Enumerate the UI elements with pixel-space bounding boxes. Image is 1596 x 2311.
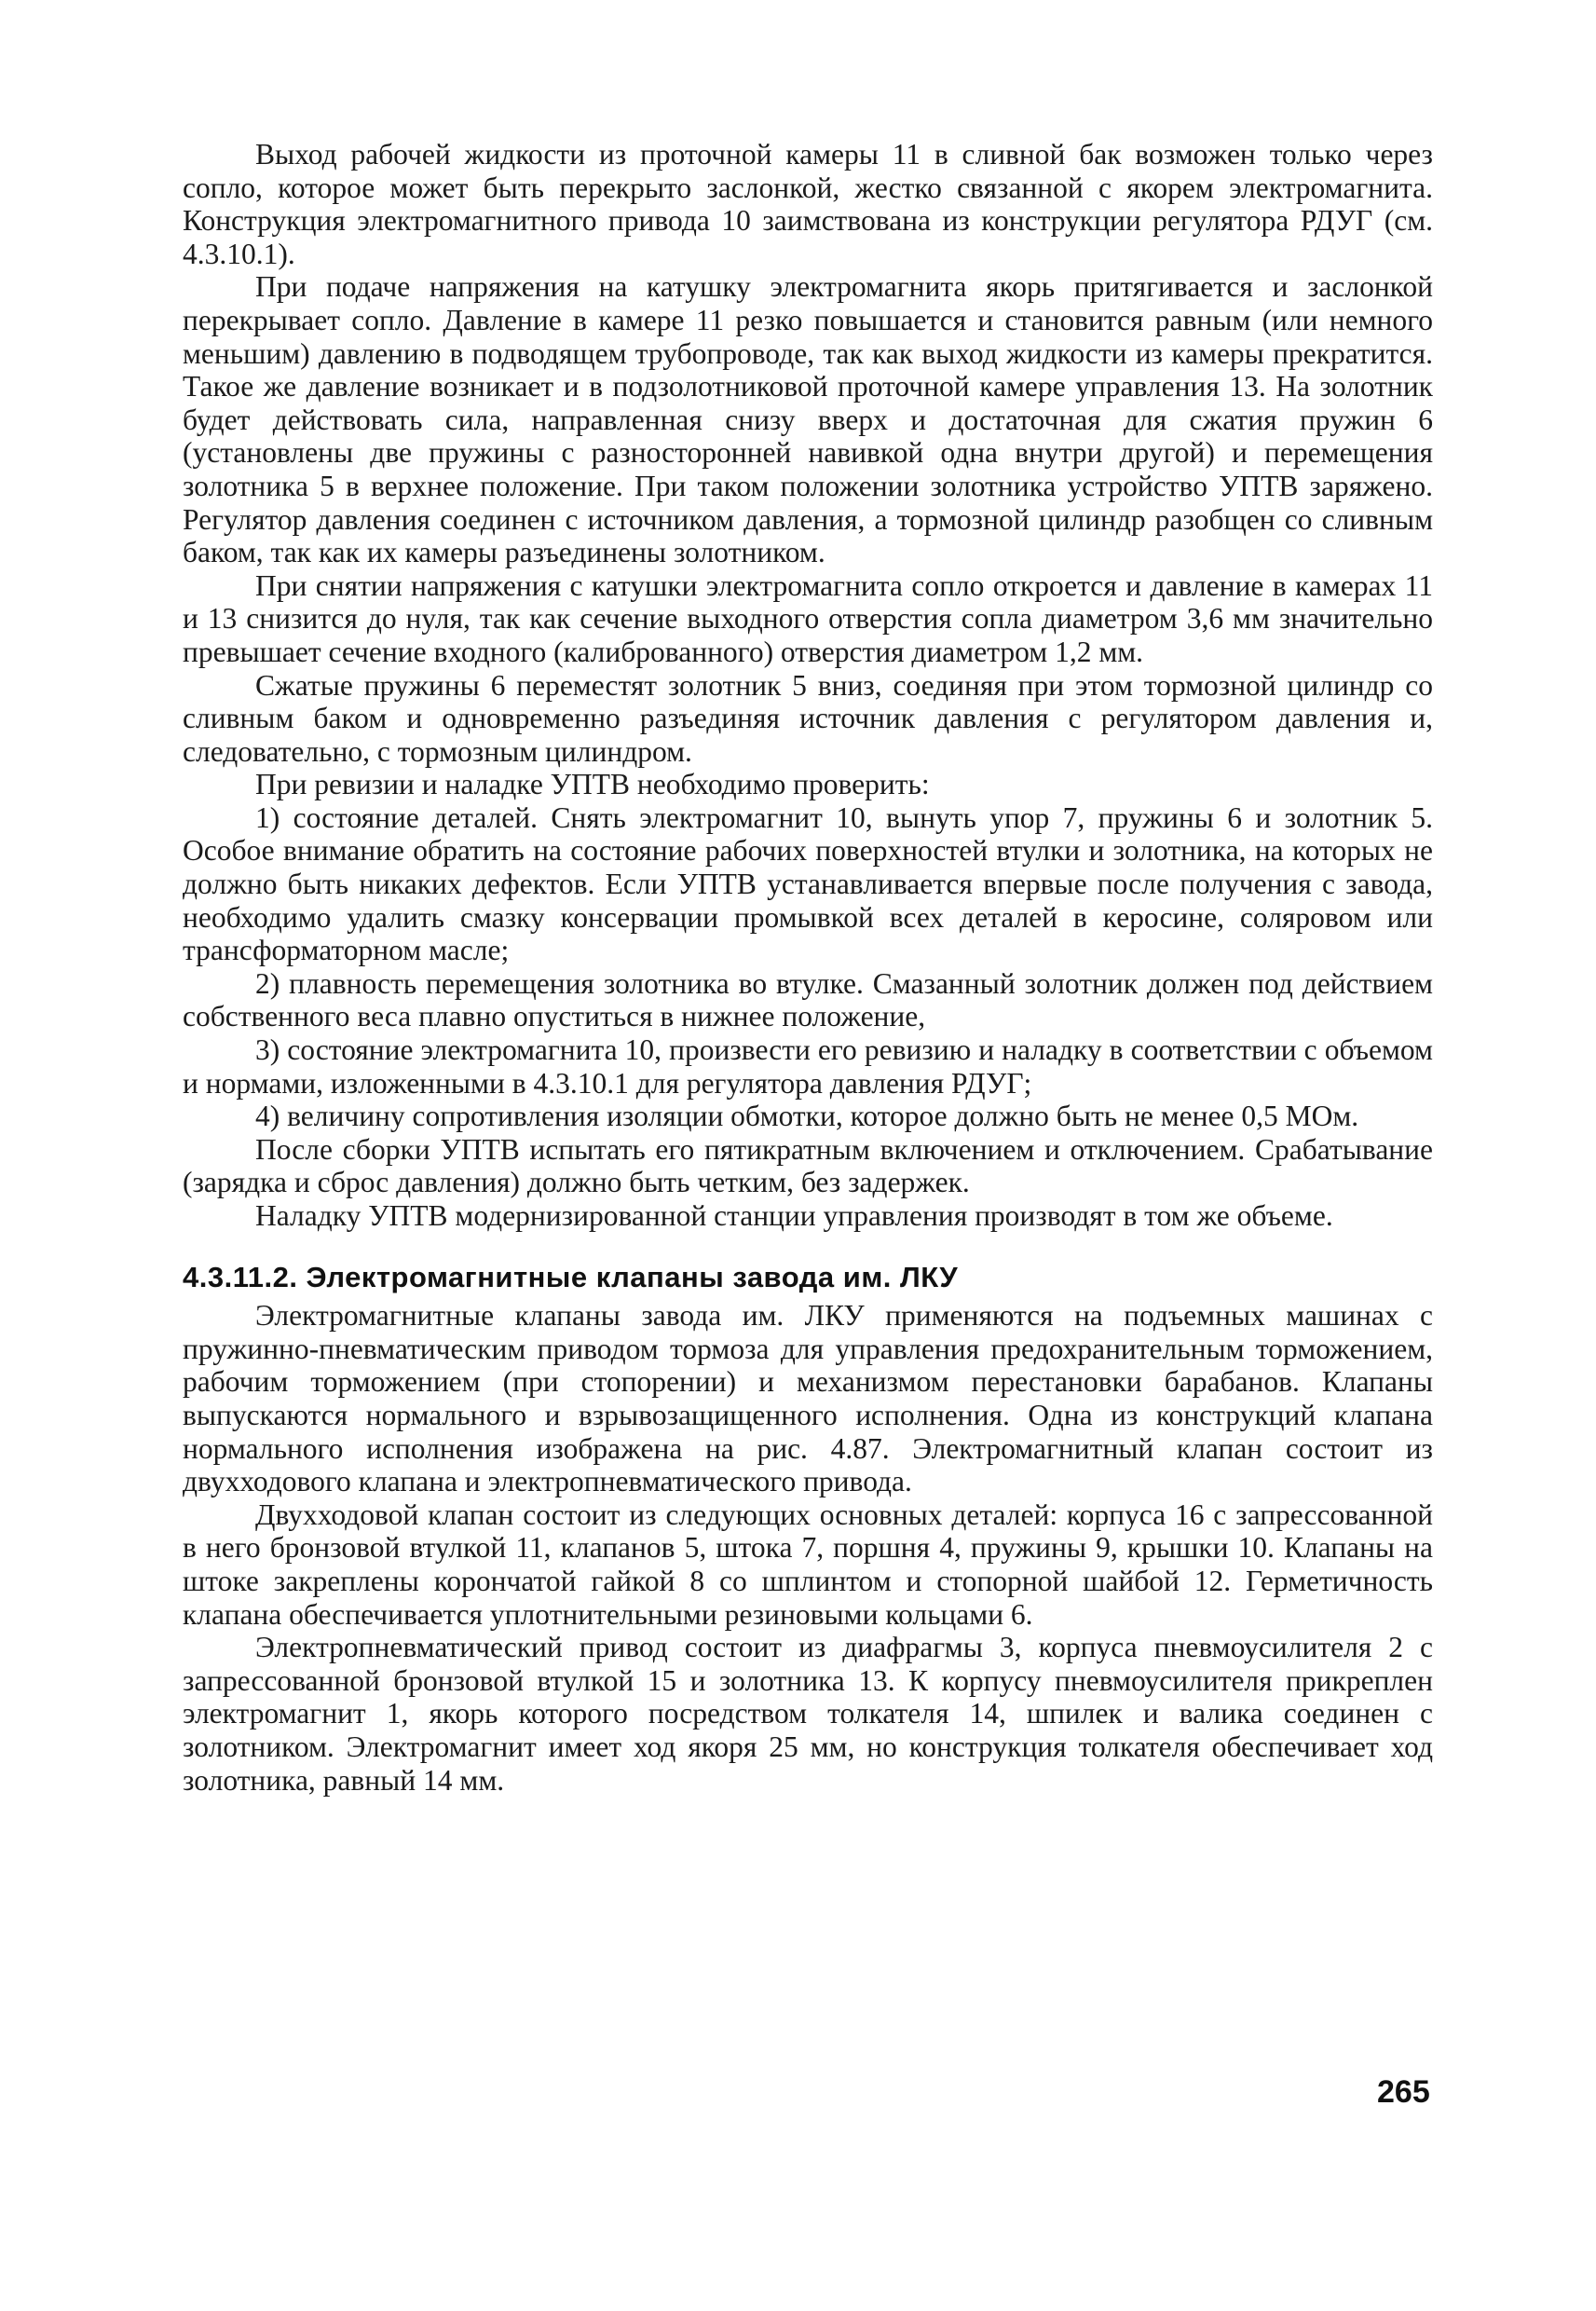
section-heading: 4.3.11.2. Электромагнитные клапаны завода им. ЛКУ — [183, 1260, 959, 1293]
list-item: 4) величину сопротивления изоляции обмотки, которое должно быть не менее 0,5 МОм. — [255, 1100, 1359, 1133]
paragraph: При ревизии и наладке УПТВ необходимо проверить: — [255, 768, 930, 801]
paragraph: Сжатые пружины 6 переместят золотник 5 вниз, соединяя при этом тормозной цилиндр со сливным баком и одновременно разъединяя источник давления с регулятором давления и, следовательно, с тормозным цилиндром. — [183, 668, 1433, 768]
paragraph: Выход рабочей жидкости из проточной камеры 11 в сливной бак возможен только через сопло, которое может быть перекрыто заслонкой, жестко связанной с якорем электромагнита. Конструкция электромагнитного привода 10 заимствована из конструкции регулятора РДУГ (см. 4.3.10.1). — [183, 138, 1433, 270]
paragraph: Двухходовой клапан состоит из следующих основных деталей: корпуса 16 с запрессованной в него бронзовой втулкой 11, клапанов 5, штока 7, поршня 4, пружины 9, крышки 10. Клапаны на штоке закреплены корончатой гайкой 8 со шплинтом и стопорной шайбой 12. Герметичность клапана обеспечивается уплотнительными резиновыми кольцами 6. — [183, 1497, 1433, 1631]
paragraph: Наладку УПТВ модернизированной станции управления производят в том же объеме. — [255, 1199, 1333, 1232]
list-item: 2) плавность перемещения золотника во втулке. Смазанный золотник должен под действием собственного веса плавно опуститься в нижнее положение, — [183, 966, 1433, 1033]
paragraph: Электропневматический привод состоит из диафрагмы 3, корпуса пневмоусилителя 2 с запрессованной бронзовой втулкой 15 и золотника 13. К корпусу пневмоусилителя прикреплен электромагнит 1, якорь которого посредством толкателя 14, шпилек и валика соединен с золотником. Электромагнит имеет ход якоря 25 мм, но конструкция толкателя обеспечивает ход золотника, равный 14 мм. — [183, 1631, 1433, 1797]
paragraph: При снятии напряжения с катушки электромагнита сопло откроется и давление в камерах 11 и 13 снизится до нуля, так как сечение выходного отверстия сопла диаметром 3,6 мм значительно превышает сечение входного (калиброванного) отверстия диаметром 1,2 мм. — [183, 568, 1433, 668]
list-item: 1) состояние деталей. Снять электромагнит 10, вынуть упор 7, пружины 6 и золотник 5. Особое внимание обратить на состояние рабочих поверхностей втулки и золотника, на которых не должно быть никаких дефектов. Если УПТВ устанавливается впервые после получения с завода, необходимо удалить смазку консервации промывкой всех деталей в керосине, соляровом или трансформаторном масле; — [183, 800, 1433, 967]
paragraph: После сборки УПТВ испытать его пятикратным включением и отключением. Срабатывание (зарядка и сброс давления) должно быть четким, без задержек. — [183, 1132, 1433, 1199]
list-item: 3) состояние электромагнита 10, произвести его ревизию и наладку в соответствии с объемом и нормами, изложенными в 4.3.10.1 для регулятора давления РДУГ; — [183, 1033, 1433, 1100]
page-number: 265 — [1377, 2074, 1430, 2110]
paragraph: Электромагнитные клапаны завода им. ЛКУ применяются на подъемных машинах с пружинно-пневматическим приводом тормоза для управления предохранительным торможением, рабочим торможением (при стопорении) и механизмом перестановки барабанов. Клапаны выпускаются нормального и взрывозащищенного исполнения. Одна из конструкций клапана нормального исполнения изображена на рис. 4.87. Электромагнитный клапан состоит из двухходового клапана и электропневматического привода. — [183, 1299, 1433, 1498]
page-body — [183, 138, 1433, 1797]
paragraph: При подаче напряжения на катушку электромагнита якорь притягивается и заслонкой перекрывает сопло. Давление в камере 11 резко повышается и становится равным (или немного меньшим) давлению в подводящем трубопроводе, так как выход жидкости из камеры прекратится. Такое же давление возникает и в подзолотниковой проточной камере управления 13. На золотник будет действовать сила, направленная снизу вверх и достаточная для сжатия пружин 6 (установлены две пружины с разносторонней навивкой одна внутри другой) и перемещения золотника 5 в верхнее положение. При таком положении золотника устройство УПТВ заряжено. Регулятор давления соединен с источником давления, а тормозной цилиндр разобщен со сливным баком, так как их камеры разъединены золотником. — [183, 270, 1433, 569]
